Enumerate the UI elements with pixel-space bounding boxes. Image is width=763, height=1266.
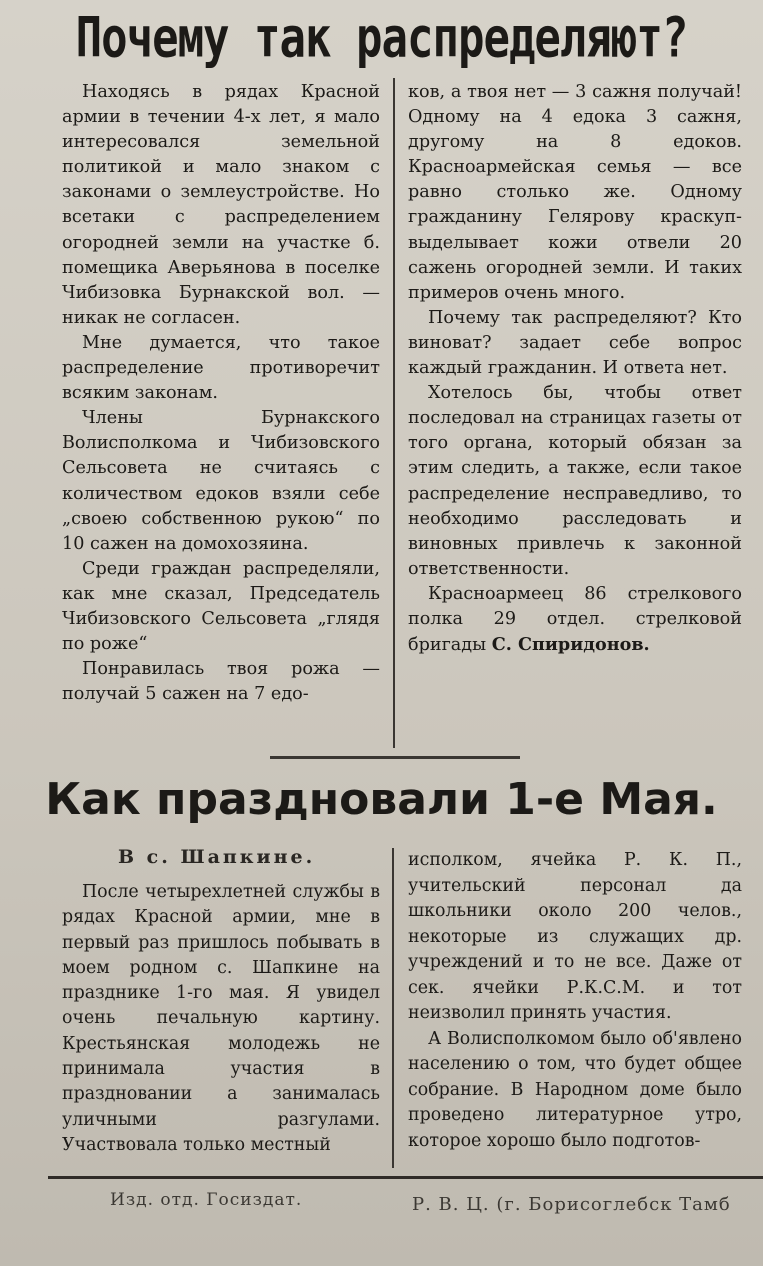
printer-imprint: Р. В. Ц. (г. Борисоглебск Тамб [412,1194,731,1215]
article1-column-right [408,80,742,658]
article2-paragraph: исполком, ячейка Р. К. П., учительский персонал да школьники около 200 челов., некоторые из служащих др. учреждений и то не все. Даже от сек. ячейки Р.К.С.М. и тот неизволил принять участия. [408,850,742,1023]
column-divider [393,78,395,748]
article2-subhead: В с. Шапкине. [118,846,316,868]
article1-paragraph: Мне думается, что такое распределение противоречит всяким законам. [62,332,380,404]
article1-paragraph: Понравилась твоя рожа — получай 5 сажен на 7 едо- [62,659,380,705]
article2-paragraph: А Волисполкомом было об'явлено населению о том, что будет общее собрание. В Народном доме было проведено литературное утро, которое хорошо было подготов- [408,1028,742,1151]
article1-headline: Почему так распределяют? [75,6,688,70]
article1-paragraph: ков, а твоя нет — 3 сажня получай! Одному на 4 едока 3 сажня, другому на 8 едоков. Красноармейская семья — все равно столько же. Одному гражданину Гелярову краскуп-выделывает кожи отвели 20 сажень огородней земли. И таких примеров очень много. [408,82,742,303]
author-signature: С. Спиридонов. [491,634,650,656]
article1-byline [408,582,742,658]
article1-paragraph: Среди граждан распределяли, как мне сказал, Председатель Чибизовского Сельсовета „глядя по роже“ [62,558,380,655]
column-divider [392,848,394,1168]
publisher-imprint: Изд. отд. Госиздат. [110,1190,303,1210]
article2-headline: Как праздновали 1-е Мая. [45,774,718,825]
article1-paragraph: Почему так распределяют? Кто виноват? задает себе вопрос каждый гражданин. И ответа нет. [408,307,742,379]
article2-paragraph: После четырехлетней службы в рядах Красной армии, мне в первый раз пришлось побывать в моем родном с. Шапкине на празднике 1-го мая. Я увидел очень печальную картину. Крестьянская молодежь не принимала участия в праздновании а занималась уличными разгулами. Участвовала только местный [62,882,380,1155]
article1-column-left [62,80,380,707]
article1-paragraph: Члены Бурнакского Волисполкома и Чибизовского Сельсовета не считаясь с количеством едоков взяли себе „своею собственною рукою“ по 10 сажен на домохозяина. [62,408,380,554]
article2-column-left [62,880,380,1158]
byline-text: Красноармеец 86 стрелкового полка 29 отдел. стрелковой бригады [408,583,742,656]
article2-column-right [408,848,742,1154]
footer-rule [48,1176,763,1179]
article1-paragraph: Находясь в рядах Красной армии в течении 4-х лет, я мало интересовался земельной политикой и мало знаком с законами о землеустройстве. Но всетаки с распределением огородней земли на участке б. помещика Аверьянова в поселке Чибизовка Бурнакской вол. — никак не согласен. [62,82,380,328]
article1-paragraph: Хотелось бы, чтобы ответ последовал на страницах газеты от того органа, который обязан за этим следить, а также, если такое распределение несправедливо, то необходимо расследовать и виновных привлечь к законной ответственности. [408,383,742,579]
article-separator [270,756,520,759]
